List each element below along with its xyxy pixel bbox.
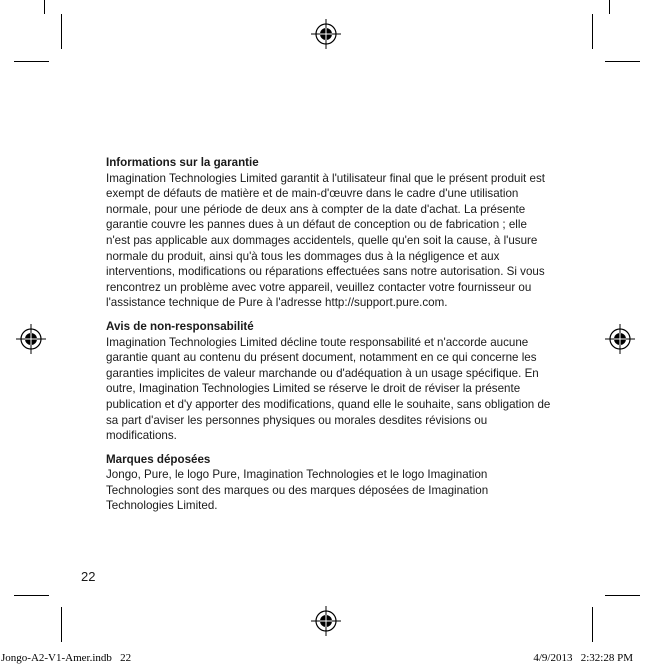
crop-mark-bottom-right-h	[605, 595, 640, 596]
trademarks-section	[106, 452, 551, 514]
crop-mark-top-left-h	[14, 61, 49, 62]
disclaimer-body: Imagination Technologies Limited décline toute responsabilité et n'accorde aucune garantie quant au contenu du présent document, notamment en ce qui concerne les garanties implicites de valeur marchande ou d'adéquation à un usage spécifique. En outre, Imagination Technologies Limited se réserve le droit de réviser la présente publication et d'y apporter des modifications, quand elle le souhaite, sans obligation de sa part d'aviser les personnes physiques ou morales desdites révisions ou modifications.	[106, 335, 551, 443]
crop-mark-bottom-right-v	[592, 607, 593, 642]
trademarks-heading: Marques déposées	[106, 452, 211, 466]
page-number: 22	[81, 569, 96, 584]
warranty-section	[106, 155, 551, 311]
warranty-body: Imagination Technologies Limited garantit à l'utilisateur final que le présent produit est exempt de défauts de matière et de main-d'œuvre dans le cadre d'une utilisation normale, pour une période de deux ans à compter de la date d'achat. La présente garantie couvre les pannes dues à un défaut de conception ou de fabrication ; elle n'est pas applicable aux dommages accidentels, quelle qu'en soit la cause, à l'usure normale du produit, ainsi qu'à tous les dommages dus à la négligence et aux interventions, modifications ou réparations effectuées sans notre autorisation. Si vous rencontrez un problème avec votre appareil, veuillez contacter votre fournisseur ou l'assistance technique de Pure à l'adresse http://support.pure.com.	[106, 171, 545, 310]
warranty-heading: Informations sur la garantie	[106, 156, 259, 169]
crop-mark-top-right-v2	[609, 0, 610, 14]
registration-mark-top-icon	[311, 19, 341, 49]
crop-mark-top-left-v	[61, 14, 62, 49]
disclaimer-heading: Avis de non-responsabilité	[106, 319, 254, 333]
slug-timestamp: 4/9/2013 2:32:28 PM	[533, 652, 633, 664]
crop-mark-bottom-left-v	[61, 607, 62, 642]
trademarks-body: Jongo, Pure, le logo Pure, Imagination Technologies et le logo Imagination Technologies sont des marques ou des marques déposées de Imagination Technologies Limited.	[106, 468, 489, 513]
crop-mark-top-right-h	[605, 61, 640, 62]
crop-mark-bottom-left-h	[14, 595, 49, 596]
slug-filename: Jongo-A2-V1-Amer.indb 22	[1, 652, 132, 664]
disclaimer-section	[106, 319, 551, 444]
registration-mark-right-icon	[605, 324, 635, 354]
page-content	[106, 155, 551, 522]
registration-mark-bottom-icon	[311, 606, 341, 636]
registration-mark-left-icon	[16, 324, 46, 354]
crop-mark-top-left-v2	[44, 0, 45, 14]
crop-mark-top-right-v	[592, 14, 593, 49]
